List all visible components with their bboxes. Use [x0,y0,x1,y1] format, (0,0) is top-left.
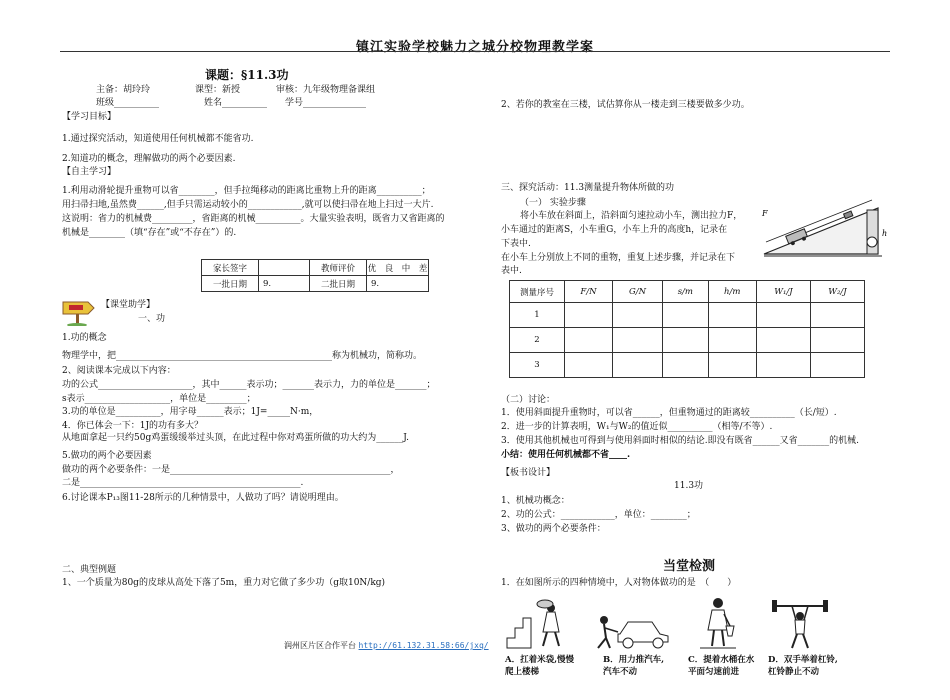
examples-heading: 二、典型例题 [62,565,117,575]
table-cell [756,353,810,378]
table-cell [612,303,662,328]
discussion-2: 2．进一步的计算表明，W₁与W₂的值近似__________（相等/不等）. [501,422,773,432]
board-heading: 【板书设计】 [501,468,556,478]
step-text-1: 将小车放在斜面上，沿斜面匀速拉动小车，测出拉力F， [520,211,743,221]
table-row [510,328,865,353]
discussion-line: 6.讨论课本P₁₃图11-28所示的几种情景中，人做功了吗？请说明理由。 [62,493,344,503]
table-cell [663,303,708,328]
table-header: W₂/J [810,281,864,303]
board-item-1: 1、机械功概念： [501,496,570,506]
section-work: 一、功 [138,314,166,324]
sign-cell [259,260,310,276]
option-b-caption: B．用力推汽车,汽车不动 [603,655,665,677]
s-line: s表示___________________，单位是_________； [62,394,256,404]
step-text-3: 下表中. [501,239,531,249]
table-cell [663,328,708,353]
table-cell [708,303,756,328]
step-text-5: 表中. [501,266,522,276]
table-row [510,353,865,378]
board-item-2: 2、功的公式：____________，单位：________； [501,510,696,520]
table-cell [810,353,864,378]
investigation-heading: 三、探究活动：11.3测量提升物体所做的功 [501,183,675,193]
factors-heading: 5.做功的两个必要因素 [62,451,152,461]
table-header: 测量序号 [510,281,565,303]
concept-definition: 物理学中，把________________________________________________称为机械功，简称功。 [62,351,423,361]
check-heading: 当堂检测 [663,559,716,574]
table-cell: 2 [510,328,565,353]
table-header: W₁/J [756,281,810,303]
table-cell [756,303,810,328]
table-header: F/N [565,281,613,303]
goals-heading: 【学习目标】 [62,112,117,122]
self-q1: 1.利用动滑轮提升重物可以省________，但手拉绳移动的距离比重物上升的距离__________； [62,186,431,196]
table-cell [708,353,756,378]
barbell-illustration [768,598,832,650]
footer-link[interactable]: http://61.132.31.58:66/jxq/ [358,641,489,650]
carry-bucket-illustration [698,596,738,652]
discussion-1: 1．使用斜面提升重物时，可以省______，但重物通过的距离较__________（长/短）. [501,408,837,418]
table-row [510,303,865,328]
unit-line: 3.功的单位是__________，用字母______表示；1J=_____N·m， [62,407,319,417]
goal-2: 2.知道功的概念，理解做功的两个必要因素. [62,154,236,164]
egg-line: 从地面拿起一只约50g鸡蛋缓缓举过头顶，在此过程中你对鸡蛋所做的功大约为______J. [62,433,409,443]
sign-cell: 家长签字 [202,260,259,276]
signpost-icon [60,298,96,326]
table-cell [612,353,662,378]
check-question-1: 1．在如图所示的四种情境中，人对物体做功的是 （ ） [501,578,737,588]
stairs-sack-illustration [503,598,578,650]
table-cell: 1 [510,303,565,328]
table-header: h/m [708,281,756,303]
sign-cell: 二批日期 [310,276,367,292]
table-cell [708,328,756,353]
measurement-table [509,280,865,378]
example-1: 1、一个质量为80g的皮球从高处下落了5m，重力对它做了多少功（g取10N/kg) [62,578,386,588]
table-cell [663,353,708,378]
lesson-title: 课题：§11.3功 [205,68,289,82]
self-study-heading: 【自主学习】 [62,167,117,177]
sign-cell: 优 良 中 差 [367,260,429,276]
force-label: F [762,209,768,218]
formula-line: 功的公式_____________________，其中______表示功；_______表示力，力的单位是_______； [62,380,436,390]
incline-figure [758,196,888,262]
question-2: 2、若你的教室在三楼，试估算你从一楼走到三楼要做多少功。 [501,100,750,110]
option-c-caption: C．提着水桶在水平面匀速前进 [688,655,755,677]
goal-1: 1.通过探究活动，知道使用任何机械都不能省功. [62,134,254,144]
reading-task: 2、阅读课本完成以下内容： [62,366,176,376]
page-footer [284,640,489,651]
sign-cell: 9. [259,276,310,292]
class-help-heading: 【课堂助学】 [101,300,156,310]
table-cell [810,303,864,328]
header-rule [60,51,890,52]
option-d-caption: D．双手举着杠铃,杠铃静止不动 [768,655,838,677]
experience-line: 4．你已体会一下：1J的功有多大？ [62,421,204,431]
step-text-4: 在小车上分别放上不同的重物，重复上述步骤，并记录在下 [501,253,736,263]
meta-line: 主备：胡玲玲 课型：新授 审核：九年级物理备课组 [96,85,376,95]
sign-cell: 9. [367,276,429,292]
self-q3: 这说明：省力的机械费_________，省距离的机械__________。大量实验表明，既省力又省距离的 [62,214,445,224]
page-header: 镇江实验学校魅力之城分校物理教学案 [355,40,594,55]
height-label: h [882,229,888,238]
discussion-heading: （二）讨论： [501,395,556,405]
sign-cell: 一批日期 [202,276,259,292]
option-a-caption: A．扛着米袋,慢慢爬上楼梯 [505,655,575,677]
table-cell [756,328,810,353]
footer-text: 润州区片区合作平台 [284,641,356,650]
step-text-2: 小车通过的距离S，小车重G，小车上升的高度h，记录在 [501,225,728,235]
factor-1: 做功的两个必要条件：一是_________________________________________________， [62,465,400,475]
table-cell [565,353,613,378]
table-cell [565,303,613,328]
sign-cell: 教师评价 [310,260,367,276]
sign-table [201,259,429,292]
factor-2: 二是_________________________________________________. [62,478,304,488]
summary-line: 小结：使用任何机械都不省____. [501,450,631,460]
board-item-3: 3、做功的两个必要条件： [501,524,606,534]
table-cell: 3 [510,353,565,378]
table-header: s/m [663,281,708,303]
table-header-row [510,281,865,303]
self-q4: 机械是________（填“存在”或“不存在”）的. [62,228,237,238]
meta-line-2: 班级__________ 姓名__________ 学号______________ [96,98,367,108]
discussion-3: 3．使用其他机械也可得到与使用斜面时相似的结论.即没有既省______又省_______的机械. [501,436,859,446]
self-q2: 用扫帚扫地,虽然费______,但手只需运动较小的____________,就可以使扫帚在地上扫过一大片. [62,200,434,210]
concept-item: 1.功的概念 [62,333,107,343]
steps-heading: （一） 实验步骤 [520,198,586,208]
table-cell [612,328,662,353]
table-cell [810,328,864,353]
table-header: G/N [612,281,662,303]
board-title: 11.3功 [674,481,704,491]
table-cell [565,328,613,353]
push-car-illustration [592,610,672,650]
